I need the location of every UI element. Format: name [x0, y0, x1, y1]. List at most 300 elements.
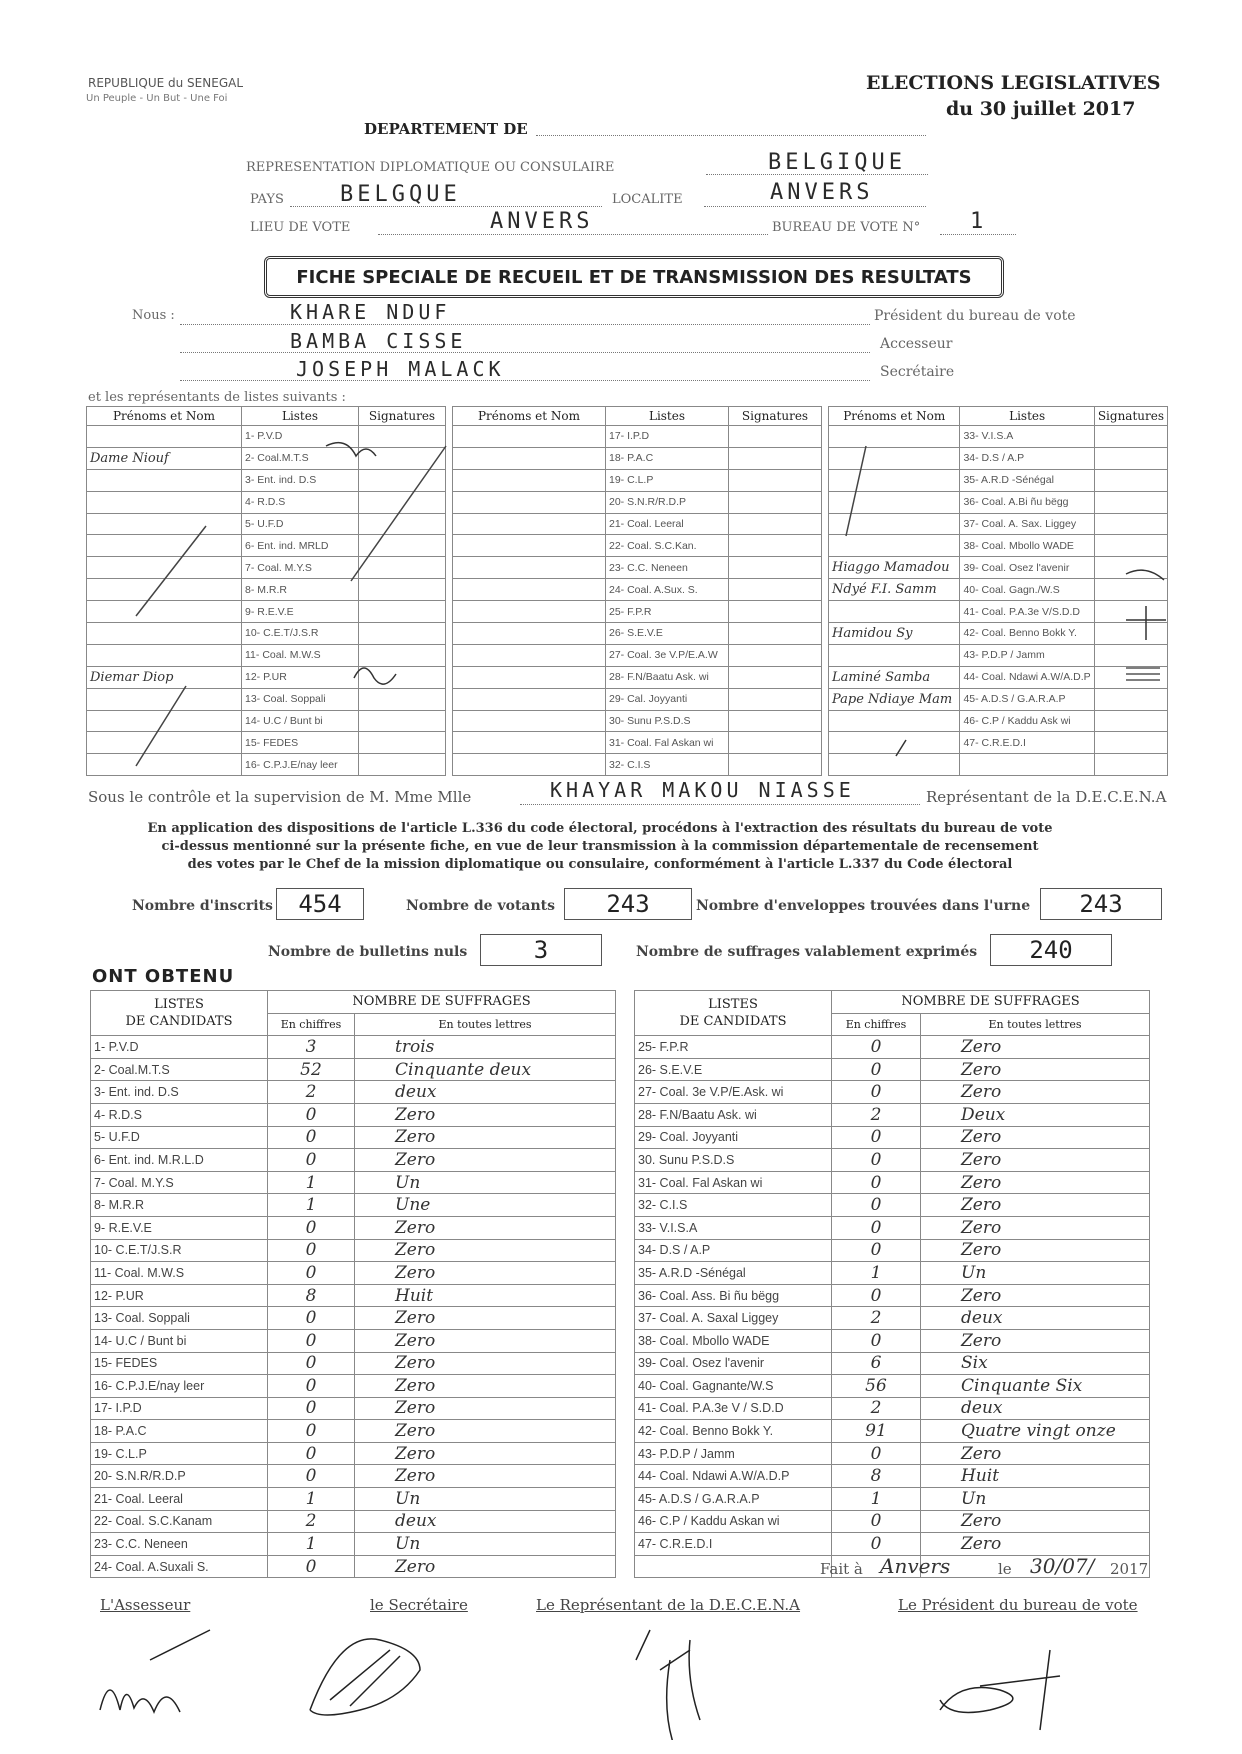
result-number: 2	[832, 1307, 921, 1330]
result-words: Cinquante Six	[921, 1375, 1150, 1398]
localite-line	[704, 206, 926, 207]
result-list: 5- U.F.D	[91, 1126, 268, 1149]
result-words: Zero	[921, 1149, 1150, 1172]
result-list: 36- Coal. Ass. Bi ñu bëgg	[635, 1284, 832, 1307]
year-value: 2017	[1110, 1560, 1149, 1578]
result-list: 8- M.R.R	[91, 1194, 268, 1217]
rep-list: 46- C.P / Kaddu Ask wi	[960, 710, 1094, 732]
result-number: 0	[268, 1442, 355, 1465]
result-list: 23- C.C. Neneen	[91, 1533, 268, 1556]
result-row	[635, 1329, 1150, 1352]
reps-header-signature: Signatures	[729, 407, 822, 426]
result-row	[635, 1488, 1150, 1511]
rep-list: 20- S.N.R/R.D.P	[606, 491, 729, 513]
result-words: Zero	[921, 1239, 1150, 1262]
rep-list: 13- Coal. Soppali	[242, 688, 359, 710]
nuls-box: 3	[480, 934, 602, 966]
lieu-value: ANVERS	[490, 209, 594, 234]
result-row	[91, 1262, 616, 1285]
rep-list: 11- Coal. M.W.S	[242, 644, 359, 666]
result-words: Zero	[921, 1194, 1150, 1217]
result-row	[635, 1284, 1150, 1307]
result-row	[91, 1216, 616, 1239]
signature-secretaire	[310, 1639, 420, 1715]
result-list: 33- V.I.S.A	[635, 1216, 832, 1239]
result-list: 10- C.E.T/J.S.R	[91, 1239, 268, 1262]
result-number: 0	[268, 1397, 355, 1420]
result-words: Zero	[921, 1329, 1150, 1352]
result-number: 0	[268, 1307, 355, 1330]
result-words: Zero	[355, 1555, 616, 1578]
result-list: 6- Ent. ind. M.R.L.D	[91, 1149, 268, 1172]
result-row	[91, 1149, 616, 1172]
result-words: Un	[355, 1171, 616, 1194]
result-words: Zero	[355, 1329, 616, 1352]
inscrits-box: 454	[276, 888, 364, 920]
rep-list: 23- C.C. Neneen	[606, 557, 729, 579]
results-header-chiffres: En chiffres	[268, 1013, 355, 1036]
result-words: Zero	[355, 1397, 616, 1420]
result-row	[635, 1171, 1150, 1194]
result-list: 7- Coal. M.Y.S	[91, 1171, 268, 1194]
results-header-listes: LISTES DE CANDIDATS	[635, 991, 832, 1036]
result-row	[635, 1149, 1150, 1172]
result-list: 18- P.A.C	[91, 1420, 268, 1443]
result-words: Zero	[921, 1216, 1150, 1239]
bureau-value: 1	[970, 209, 988, 234]
result-list: 34- D.S / A.P	[635, 1239, 832, 1262]
inscrits-label: Nombre d'inscrits	[132, 898, 273, 914]
result-words: Zero	[355, 1149, 616, 1172]
sig-president-label: Le Président du bureau de vote	[898, 1596, 1138, 1614]
result-list: 28- F.N/Baatu Ask. wi	[635, 1103, 832, 1126]
result-row	[635, 1510, 1150, 1533]
legal-line: ci-dessus mentionné sur la présente fiche, en vue de leur transmission à la commission départementale de recensement	[161, 839, 1039, 854]
result-row	[91, 1036, 616, 1059]
legal-line: En application des dispositions de l'article L.336 du code électoral, procédons à l'extraction des résultats du bureau de vote	[147, 821, 1053, 836]
supervision-name: KHAYAR MAKOU NIASSE	[550, 778, 855, 802]
signature-representant	[636, 1630, 700, 1740]
result-words: Zero	[355, 1420, 616, 1443]
rep-list: 39- Coal. Osez l'avenir	[960, 557, 1094, 579]
result-number: 0	[268, 1555, 355, 1578]
result-list: 31- Coal. Fal Askan wi	[635, 1171, 832, 1194]
result-words: Zero	[921, 1036, 1150, 1059]
result-words: deux	[355, 1510, 616, 1533]
result-number: 52	[268, 1058, 355, 1081]
result-number: 0	[268, 1126, 355, 1149]
results-heading: ONT OBTENU	[92, 966, 235, 987]
results-header-lettres: En toutes lettres	[921, 1013, 1150, 1036]
rep-name: Dame Niouf	[87, 447, 242, 469]
result-row	[91, 1465, 616, 1488]
result-words: Zero	[355, 1216, 616, 1239]
result-list: 38- Coal. Mbollo WADE	[635, 1329, 832, 1352]
result-list: 22- Coal. S.C.Kanam	[91, 1510, 268, 1533]
result-words: Zero	[921, 1171, 1150, 1194]
reps-header-signature: Signatures	[359, 407, 446, 426]
rep-list: 1- P.V.D	[242, 426, 359, 448]
result-list: 43- P.D.P / Jamm	[635, 1442, 832, 1465]
legal-line: des votes par le Chef de la mission diplomatique ou consulaire, conformément à l'article L.337 du Code électoral	[187, 857, 1013, 872]
result-words: Zero	[921, 1081, 1150, 1104]
result-row	[91, 1533, 616, 1556]
rep-list: 45- A.D.S / G.A.R.A.P	[960, 688, 1094, 710]
result-list: 2- Coal.M.T.S	[91, 1058, 268, 1081]
result-row	[91, 1375, 616, 1398]
result-number: 1	[268, 1171, 355, 1194]
enveloppes-label: Nombre d'enveloppes trouvées dans l'urne	[696, 898, 1031, 914]
date-value: 30/07/	[1030, 1554, 1095, 1578]
rep-name: Laminé Samba	[829, 666, 960, 688]
result-words: Zero	[355, 1126, 616, 1149]
rep-list: 34- D.S / A.P	[960, 447, 1094, 469]
rep-name: Hiaggo Mamadou	[829, 557, 960, 579]
result-row	[91, 1126, 616, 1149]
le-label: le	[998, 1560, 1012, 1578]
rep-list: 35- A.R.D -Sénégal	[960, 469, 1094, 491]
result-row	[91, 1081, 616, 1104]
rep-name: Diemar Diop	[87, 666, 242, 688]
representation-value: BELGIQUE	[768, 150, 906, 175]
result-number: 2	[832, 1397, 921, 1420]
result-list: 30. Sunu P.S.D.S	[635, 1149, 832, 1172]
rep-list: 10- C.E.T/J.S.R	[242, 623, 359, 645]
rep-list: 40- Coal. Gagn./W.S	[960, 579, 1094, 601]
result-row	[91, 1239, 616, 1262]
result-row	[635, 1442, 1150, 1465]
result-words: Zero	[355, 1239, 616, 1262]
rep-name: Ndyé F.I. Samm	[829, 579, 960, 601]
result-list: 47- C.R.E.D.I	[635, 1533, 832, 1556]
result-number: 0	[268, 1262, 355, 1285]
secretaire-role: Secrétaire	[880, 364, 955, 380]
result-list: 39- Coal. Osez l'avenir	[635, 1352, 832, 1375]
nous-label: Nous :	[132, 308, 175, 323]
president-role: Président du bureau de vote	[874, 308, 1076, 324]
localite-label: LOCALITE	[612, 192, 683, 207]
result-list: 37- Coal. A. Saxal Liggey	[635, 1307, 832, 1330]
accesseur-line	[180, 352, 870, 353]
enveloppes-box: 243	[1040, 888, 1162, 920]
result-number: 0	[268, 1375, 355, 1398]
result-words: Zero	[355, 1442, 616, 1465]
secretaire-name: JOSEPH MALACK	[296, 357, 505, 381]
result-number: 6	[832, 1352, 921, 1375]
result-words: Un	[921, 1488, 1150, 1511]
result-list: 27- Coal. 3e V.P/E.Ask. wi	[635, 1081, 832, 1104]
result-number: 0	[268, 1352, 355, 1375]
supervision-prefix: Sous le contrôle et la supervision de M. Mme Mlle	[88, 788, 472, 806]
result-row	[635, 1239, 1150, 1262]
rep-list: 29- Cal. Joyyanti	[606, 688, 729, 710]
result-words: Deux	[921, 1103, 1150, 1126]
result-empty-cell	[635, 1555, 832, 1578]
rep-list: 27- Coal. 3e V.P/E.A.W	[606, 644, 729, 666]
rep-list: 7- Coal. M.Y.S	[242, 557, 359, 579]
result-list: 4- R.D.S	[91, 1103, 268, 1126]
accesseur-role: Accesseur	[880, 336, 953, 352]
rep-list: 44- Coal. Ndawi A.W/A.D.P	[960, 666, 1094, 688]
result-number: 0	[268, 1420, 355, 1443]
result-words: Cinquante deux	[355, 1058, 616, 1081]
rep-list: 28- F.N/Baatu Ask. wi	[606, 666, 729, 688]
result-row	[635, 1465, 1150, 1488]
rep-list: 17- I.P.D	[606, 426, 729, 448]
reps-header-name: Prénoms et Nom	[453, 407, 606, 426]
bureau-line	[940, 234, 1016, 235]
sig-assesseur-label: L'Assesseur	[100, 1596, 191, 1614]
results-header-lettres: En toutes lettres	[355, 1013, 616, 1036]
result-list: 24- Coal. A.Suxali S.	[91, 1555, 268, 1578]
result-row	[635, 1103, 1150, 1126]
republic-label: REPUBLIQUE du SENEGAL	[88, 76, 244, 90]
result-number: 0	[832, 1284, 921, 1307]
result-list: 41- Coal. P.A.3e V / S.D.D	[635, 1397, 832, 1420]
result-words: Zero	[355, 1307, 616, 1330]
result-number: 0	[832, 1194, 921, 1217]
rep-list: 43- P.D.P / Jamm	[960, 644, 1094, 666]
result-list: 16- C.P.J.E/nay leer	[91, 1375, 268, 1398]
result-list: 21- Coal. Leeral	[91, 1488, 268, 1511]
result-number: 0	[832, 1533, 921, 1556]
secretaire-line	[180, 380, 870, 381]
result-list: 29- Coal. Joyyanti	[635, 1126, 832, 1149]
rep-list: 4- R.D.S	[242, 491, 359, 513]
rep-list: 37- Coal. A. Sax. Liggey	[960, 513, 1094, 535]
rep-list: 15- FEDES	[242, 732, 359, 754]
result-number: 0	[832, 1329, 921, 1352]
result-list: 40- Coal. Gagnante/W.S	[635, 1375, 832, 1398]
result-words: Un	[355, 1488, 616, 1511]
result-number: 2	[832, 1103, 921, 1126]
result-list: 14- U.C / Bunt bi	[91, 1329, 268, 1352]
footer-signatures	[80, 1620, 1180, 1740]
rep-list: 14- U.C / Bunt bi	[242, 710, 359, 732]
result-row	[635, 1126, 1150, 1149]
result-list: 13- Coal. Soppali	[91, 1307, 268, 1330]
result-number: 1	[832, 1488, 921, 1511]
result-number: 0	[832, 1081, 921, 1104]
result-number: 3	[268, 1036, 355, 1059]
result-list: 3- Ent. ind. D.S	[91, 1081, 268, 1104]
result-number: 0	[268, 1216, 355, 1239]
result-row	[91, 1397, 616, 1420]
result-number: 0	[268, 1239, 355, 1262]
rep-list: 19- C.L.P	[606, 469, 729, 491]
rep-list: 21- Coal. Leeral	[606, 513, 729, 535]
result-list: 15- FEDES	[91, 1352, 268, 1375]
result-list: 19- C.L.P	[91, 1442, 268, 1465]
reps-header-name: Prénoms et Nom	[87, 407, 242, 426]
result-list: 32- C.I.S	[635, 1194, 832, 1217]
result-words: Zero	[355, 1465, 616, 1488]
result-row	[635, 1375, 1150, 1398]
motto: Un Peuple - Un But - Une Foi	[86, 93, 228, 104]
result-words: Un	[921, 1262, 1150, 1285]
rep-list: 6- Ent. ind. MRLD	[242, 535, 359, 557]
votants-box: 243	[564, 888, 692, 920]
rep-list: 8- M.R.R	[242, 579, 359, 601]
result-words: Huit	[355, 1284, 616, 1307]
result-number: 0	[832, 1149, 921, 1172]
sig-representant-label: Le Représentant de la D.E.C.E.N.A	[536, 1596, 801, 1614]
result-words: Zero	[921, 1058, 1150, 1081]
result-row	[635, 1307, 1150, 1330]
result-row	[91, 1194, 616, 1217]
rep-list: 22- Coal. S.C.Kan.	[606, 535, 729, 557]
rep-list: 32- C.I.S	[606, 754, 729, 776]
rep-list: 47- C.R.E.D.I	[960, 732, 1094, 754]
result-row	[91, 1555, 616, 1578]
result-row	[635, 1420, 1150, 1443]
result-number: 0	[268, 1465, 355, 1488]
legal-text	[100, 820, 1100, 874]
election-title: ELECTIONS LEGISLATIVES	[866, 72, 1161, 94]
rep-list: 30- Sunu P.S.D.S	[606, 710, 729, 732]
result-list: 12- P.UR	[91, 1284, 268, 1307]
rep-list: 41- Coal. P.A.3e V/S.D.D	[960, 601, 1094, 623]
result-number: 1	[268, 1194, 355, 1217]
rep-list: 18- P.A.C	[606, 447, 729, 469]
rep-list: 36- Coal. A.Bi ñu bëgg	[960, 491, 1094, 513]
rep-list: 24- Coal. A.Sux. S.	[606, 579, 729, 601]
result-words: trois	[355, 1036, 616, 1059]
departement-line	[536, 135, 926, 136]
departement-label: DEPARTEMENT DE	[364, 120, 528, 138]
result-list: 26- S.E.V.E	[635, 1058, 832, 1081]
result-list: 46- C.P / Kaddu Askan wi	[635, 1510, 832, 1533]
result-number: 8	[832, 1465, 921, 1488]
pays-value: BELGQUE	[340, 182, 461, 207]
result-row	[635, 1216, 1150, 1239]
result-number: 0	[832, 1126, 921, 1149]
localite-value: ANVERS	[770, 180, 874, 205]
result-words: Six	[921, 1352, 1150, 1375]
result-number: 0	[832, 1058, 921, 1081]
lieu-line	[378, 234, 768, 235]
result-words: Une	[355, 1194, 616, 1217]
exprimes-label: Nombre de suffrages valablement exprimés	[636, 944, 978, 960]
result-words: Zero	[921, 1510, 1150, 1533]
votants-label: Nombre de votants	[406, 898, 556, 914]
result-words: deux	[355, 1081, 616, 1104]
result-list: 9- R.E.V.E	[91, 1216, 268, 1239]
result-words: deux	[921, 1397, 1150, 1420]
rep-list: 16- C.P.J.E/nay leer	[242, 754, 359, 776]
result-row	[635, 1352, 1150, 1375]
result-words: Zero	[355, 1375, 616, 1398]
result-list: 11- Coal. M.W.S	[91, 1262, 268, 1285]
rep-list: 25- F.P.R	[606, 601, 729, 623]
president-name: KHARE NDUF	[290, 300, 451, 324]
result-list: 35- A.R.D -Sénégal	[635, 1262, 832, 1285]
result-words: Zero	[355, 1262, 616, 1285]
result-number: 8	[268, 1284, 355, 1307]
result-list: 42- Coal. Benno Bokk Y.	[635, 1420, 832, 1443]
reps-intro: et les représentants de listes suivants :	[88, 390, 346, 405]
reps-header-list: Listes	[960, 407, 1094, 426]
results-table-right	[634, 990, 1150, 1578]
result-number: 0	[832, 1239, 921, 1262]
result-number: 0	[832, 1216, 921, 1239]
result-number: 0	[832, 1171, 921, 1194]
form-title-box	[264, 256, 1004, 298]
result-number: 0	[268, 1103, 355, 1126]
sig-secretaire-label: le Secrétaire	[370, 1596, 468, 1614]
result-list: 1- P.V.D	[91, 1036, 268, 1059]
signature-president	[940, 1650, 1060, 1730]
result-row	[635, 1081, 1150, 1104]
nuls-label: Nombre de bulletins nuls	[268, 944, 468, 960]
accesseur-name: BAMBA CISSE	[290, 329, 467, 353]
result-row	[635, 1036, 1150, 1059]
signature-assesseur	[100, 1630, 210, 1712]
result-row	[91, 1307, 616, 1330]
president-line	[180, 324, 870, 325]
supervision-line	[520, 804, 920, 805]
pays-label: PAYS	[250, 192, 284, 207]
result-row	[91, 1442, 616, 1465]
result-words: Zero	[921, 1533, 1150, 1556]
rep-list: 3- Ent. ind. D.S	[242, 469, 359, 491]
result-list: 45- A.D.S / G.A.R.A.P	[635, 1488, 832, 1511]
result-number: 2	[268, 1081, 355, 1104]
rep-list: 33- V.I.S.A	[960, 426, 1094, 448]
result-row	[635, 1533, 1150, 1556]
result-words: Zero	[355, 1352, 616, 1375]
result-list: 44- Coal. Ndawi A.W/A.D.P	[635, 1465, 832, 1488]
exprimes-box: 240	[990, 934, 1112, 966]
results-header-chiffres: En chiffres	[832, 1013, 921, 1036]
result-number: 91	[832, 1420, 921, 1443]
rep-list: 9- R.E.V.E	[242, 601, 359, 623]
rep-list: 31- Coal. Fal Askan wi	[606, 732, 729, 754]
result-row	[635, 1262, 1150, 1285]
result-row	[91, 1103, 616, 1126]
rep-list: 2- Coal.M.T.S	[242, 447, 359, 469]
reps-header-signature: Signatures	[1094, 407, 1167, 426]
rep-name: Hamidou Sy	[829, 623, 960, 645]
rep-list: 38- Coal. Mbollo WADE	[960, 535, 1094, 557]
result-number: 1	[268, 1488, 355, 1511]
result-row	[91, 1488, 616, 1511]
results-header-listes: LISTES DE CANDIDATS	[91, 991, 268, 1036]
result-words: deux	[921, 1307, 1150, 1330]
result-number: 0	[832, 1442, 921, 1465]
lieu-label: LIEU DE VOTE	[250, 220, 351, 235]
result-words: Zero	[921, 1442, 1150, 1465]
result-number: 1	[832, 1262, 921, 1285]
result-row	[91, 1058, 616, 1081]
result-row	[91, 1352, 616, 1375]
rep-name: Pape Ndiaye Mam	[829, 688, 960, 710]
result-words: Huit	[921, 1465, 1150, 1488]
result-words: Zero	[921, 1284, 1150, 1307]
reps-header-list: Listes	[242, 407, 359, 426]
results-table-left	[90, 990, 616, 1578]
result-row	[91, 1284, 616, 1307]
form-title: FICHE SPECIALE DE RECUEIL ET DE TRANSMISSION DES RESULTATS	[296, 266, 972, 288]
rep-list: 5- U.F.D	[242, 513, 359, 535]
representation-label: REPRESENTATION DIPLOMATIQUE OU CONSULAIRE	[246, 160, 615, 175]
result-number: 0	[268, 1149, 355, 1172]
rep-list: 12- P.UR	[242, 666, 359, 688]
rep-list: 42- Coal. Benno Bokk Y.	[960, 623, 1094, 645]
result-row	[635, 1397, 1150, 1420]
result-number: 1	[268, 1533, 355, 1556]
fait-a-label: Fait à	[820, 1560, 863, 1578]
